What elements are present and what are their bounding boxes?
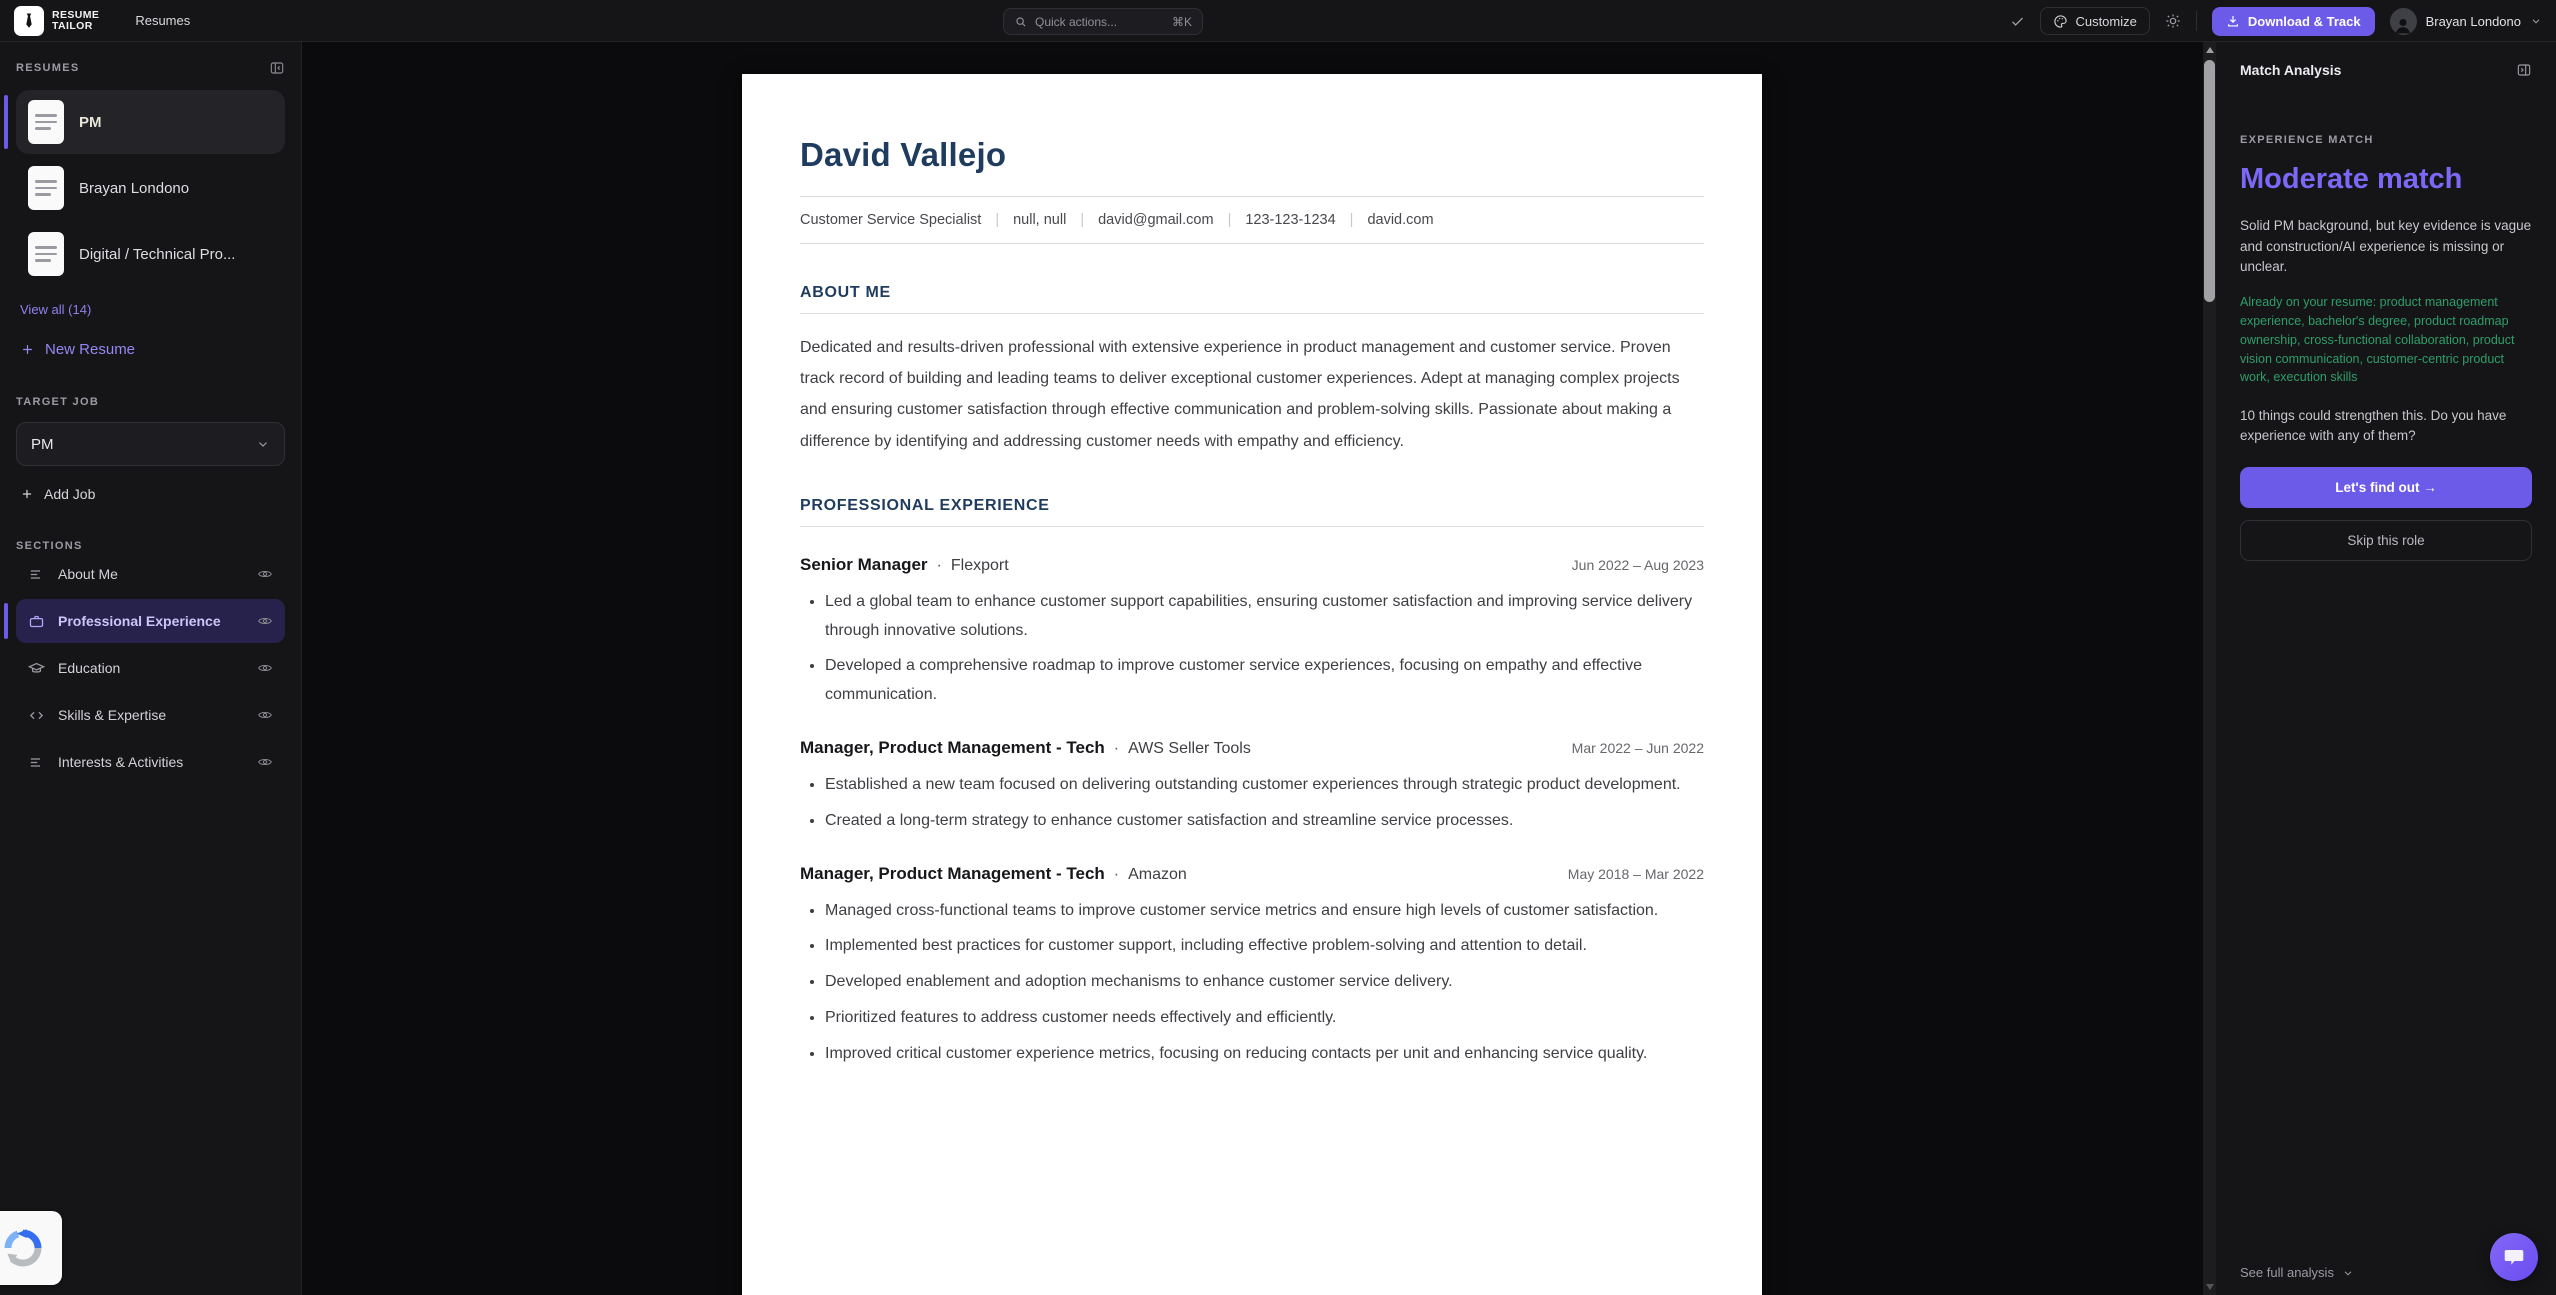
eye-visibility-icon[interactable] [257,613,273,629]
job-bullet[interactable]: • Improved critical customer experience metrics, focusing on reducing contacts per unit and enhancing service quality. [825,1040,1704,1069]
download-icon [2226,14,2240,28]
saved-check-icon [2010,14,2025,29]
section-item-education[interactable]: Education [16,646,285,690]
theme-sun-icon[interactable] [2165,13,2181,29]
job-dates: Mar 2022 – Jun 2022 [1571,739,1704,756]
match-analysis-title: Match Analysis [2240,62,2342,78]
target-job-select[interactable]: PM [16,422,285,466]
resume-thumbnail-icon [28,100,64,144]
new-resume-button[interactable]: New Resume [20,341,285,358]
left-sidebar [0,42,302,1295]
professional-experience-heading: PROFESSIONAL EXPERIENCE [800,497,1704,527]
job-entry[interactable] [800,864,1704,1069]
view-all-link[interactable]: View all (14) [20,302,92,317]
code-icon [28,707,45,724]
job-company: · Amazon [1114,866,1187,884]
job-company: · Flexport [937,557,1009,575]
job-bullet[interactable]: • Managed cross-functional teams to improve customer service metrics and ensure high levels of customer satisfaction. [825,897,1704,926]
contact-phone: | 123-123-1234 [1214,212,1336,228]
resume-thumbnail-icon [28,166,64,210]
job-bullets [800,588,1704,710]
search-icon [1014,15,1028,29]
experience-match-label: EXPERIENCE MATCH [2240,134,2374,146]
user-menu[interactable] [2390,8,2542,35]
job-bullet[interactable]: • Prioritized features to address customer needs effectively and efficiently. [825,1004,1704,1033]
editor-canvas [302,42,2203,1295]
contact-title: Customer Service Specialist [800,212,982,228]
add-job-button[interactable]: Add Job [20,486,285,502]
customize-button[interactable]: Customize [2040,7,2149,35]
job-dates: Jun 2022 – Aug 2023 [1571,556,1704,573]
user-name: Brayan Londono [2425,13,2521,29]
plus-icon [20,487,34,501]
match-analysis-panel [2216,42,2556,1295]
resumes-header: RESUMES [16,62,80,74]
contact-email: | david@gmail.com [1066,212,1213,228]
job-bullets [800,897,1704,1069]
quick-actions-search[interactable] [1003,8,1203,35]
section-item-interests-activities[interactable]: Interests & Activities [16,740,285,784]
job-bullet[interactable]: • Developed a comprehensive roadmap to improve customer service experiences, focusing on empathy and effective communication. [825,652,1704,710]
job-title: Senior Manager [800,554,928,574]
chevron-down-icon [256,437,270,451]
job-dates: May 2018 – Mar 2022 [1567,865,1704,882]
job-entry[interactable] [800,555,1704,710]
search-shortcut: ⌘K [1171,14,1192,29]
collapse-panel-icon[interactable] [2516,62,2532,78]
job-bullet[interactable]: • Led a global team to enhance customer support capabilities, ensuring customer satisfaction and improving service delivery through innovative solutions. [825,588,1704,646]
strengthen-prompt: 10 things could strengthen this. Do you have experience with any of them? [2240,408,2507,444]
job-company: · AWS Seller Tools [1114,740,1251,758]
resume-contact-row[interactable] [800,197,1704,243]
resume-name[interactable]: David Vallejo [800,136,1007,173]
lines-icon [28,566,45,583]
topbar-divider [2196,11,2197,31]
match-summary: Solid PM background, but key evidence is vague and construction/AI experience is missing or unclear. [2240,217,2532,275]
plus-icon [20,342,35,357]
job-bullet[interactable]: • Created a long-term strategy to enhance customer satisfaction and streamline service processes. [825,807,1704,836]
sections-header: SECTIONS [16,540,83,552]
chevron-down-icon [2342,1267,2354,1279]
section-item-about-me[interactable]: About Me [16,552,285,596]
chevron-down-icon [2530,15,2542,27]
about-me-text[interactable]: Dedicated and results-driven professional with extensive experience in product management and customer service. Proven track record of building and leading teams to deliver exceptional customer experiences. Adept at managing complex projects and ensuring customer satisfaction through effective communication and problem-solving skills. Passionate about making a difference by identifying and addressing customer needs with empathy and efficiency. [800,339,1680,450]
job-title: Manager, Product Management - Tech [800,737,1105,757]
contact-website: | david.com [1336,212,1434,228]
resume-tailor-logo-icon [14,6,44,36]
nav-resumes[interactable]: Resumes [135,13,191,28]
eye-visibility-icon[interactable] [257,754,273,770]
scrollbar-thumb[interactable] [2204,60,2215,302]
about-me-heading: ABOUT ME [800,284,1704,314]
top-bar [0,0,2556,42]
divider [800,243,1704,244]
eye-visibility-icon[interactable] [257,707,273,723]
main-scrollbar[interactable] [2203,42,2216,1295]
match-verdict: Moderate match [2240,163,2463,195]
see-full-analysis-link[interactable]: See full analysis [2240,1265,2354,1280]
resume-document[interactable] [742,74,1762,1295]
scrollbar-down-arrow[interactable] [2206,1284,2214,1290]
resume-item-digital-technical[interactable]: Digital / Technical Pro... [16,222,285,286]
app-logo-text: RESUME TAILOR [52,9,100,32]
job-bullet[interactable]: • Implemented best practices for customer support, including effective problem-solving and attention to detail. [825,932,1704,961]
job-bullet[interactable]: • Developed enablement and adoption mechanisms to enhance customer service delivery. [825,968,1704,997]
lets-find-out-button[interactable]: Let's find out → [2240,467,2532,508]
section-item-skills-expertise[interactable]: Skills & Expertise [16,693,285,737]
search-placeholder: Quick actions... [1035,14,1118,29]
app-logo[interactable] [14,6,99,36]
target-job-header: TARGET JOB [16,396,100,408]
chat-bubble-icon [2502,1245,2526,1269]
section-item-professional-experience[interactable]: Professional Experience [16,599,285,643]
collapse-sidebar-icon[interactable] [269,60,285,76]
eye-visibility-icon[interactable] [257,660,273,676]
contact-location: | null, null [981,212,1066,228]
already-on-resume-note: Already on your resume: product management experience, bachelor's degree, product roadmap ownership, cross-functional collaboration, product vision communication, customer-centric product work, execution skills [2240,295,2515,385]
scrollbar-up-arrow[interactable] [2206,47,2214,53]
recaptcha-icon [3,1228,43,1268]
briefcase-icon [28,613,45,630]
resume-item-brayan[interactable]: Brayan Londono [16,156,285,220]
palette-icon [2053,14,2068,29]
job-entry[interactable] [800,738,1704,836]
job-bullet[interactable]: • Established a new team focused on delivering outstanding customer experiences through strategic product development. [825,771,1704,800]
graduation-cap-icon [28,660,45,677]
job-title: Manager, Product Management - Tech [800,863,1105,883]
recaptcha-badge[interactable] [0,1211,62,1285]
lines-icon [28,754,45,771]
chat-support-button[interactable] [2490,1233,2538,1281]
eye-visibility-icon[interactable] [257,566,273,582]
avatar [2390,8,2417,35]
skip-this-role-button[interactable]: Skip this role [2240,520,2532,561]
resume-item-pm[interactable]: PM [16,90,285,154]
job-bullets [800,771,1704,836]
download-track-button[interactable]: Download & Track [2212,7,2375,36]
resume-thumbnail-icon [28,232,64,276]
